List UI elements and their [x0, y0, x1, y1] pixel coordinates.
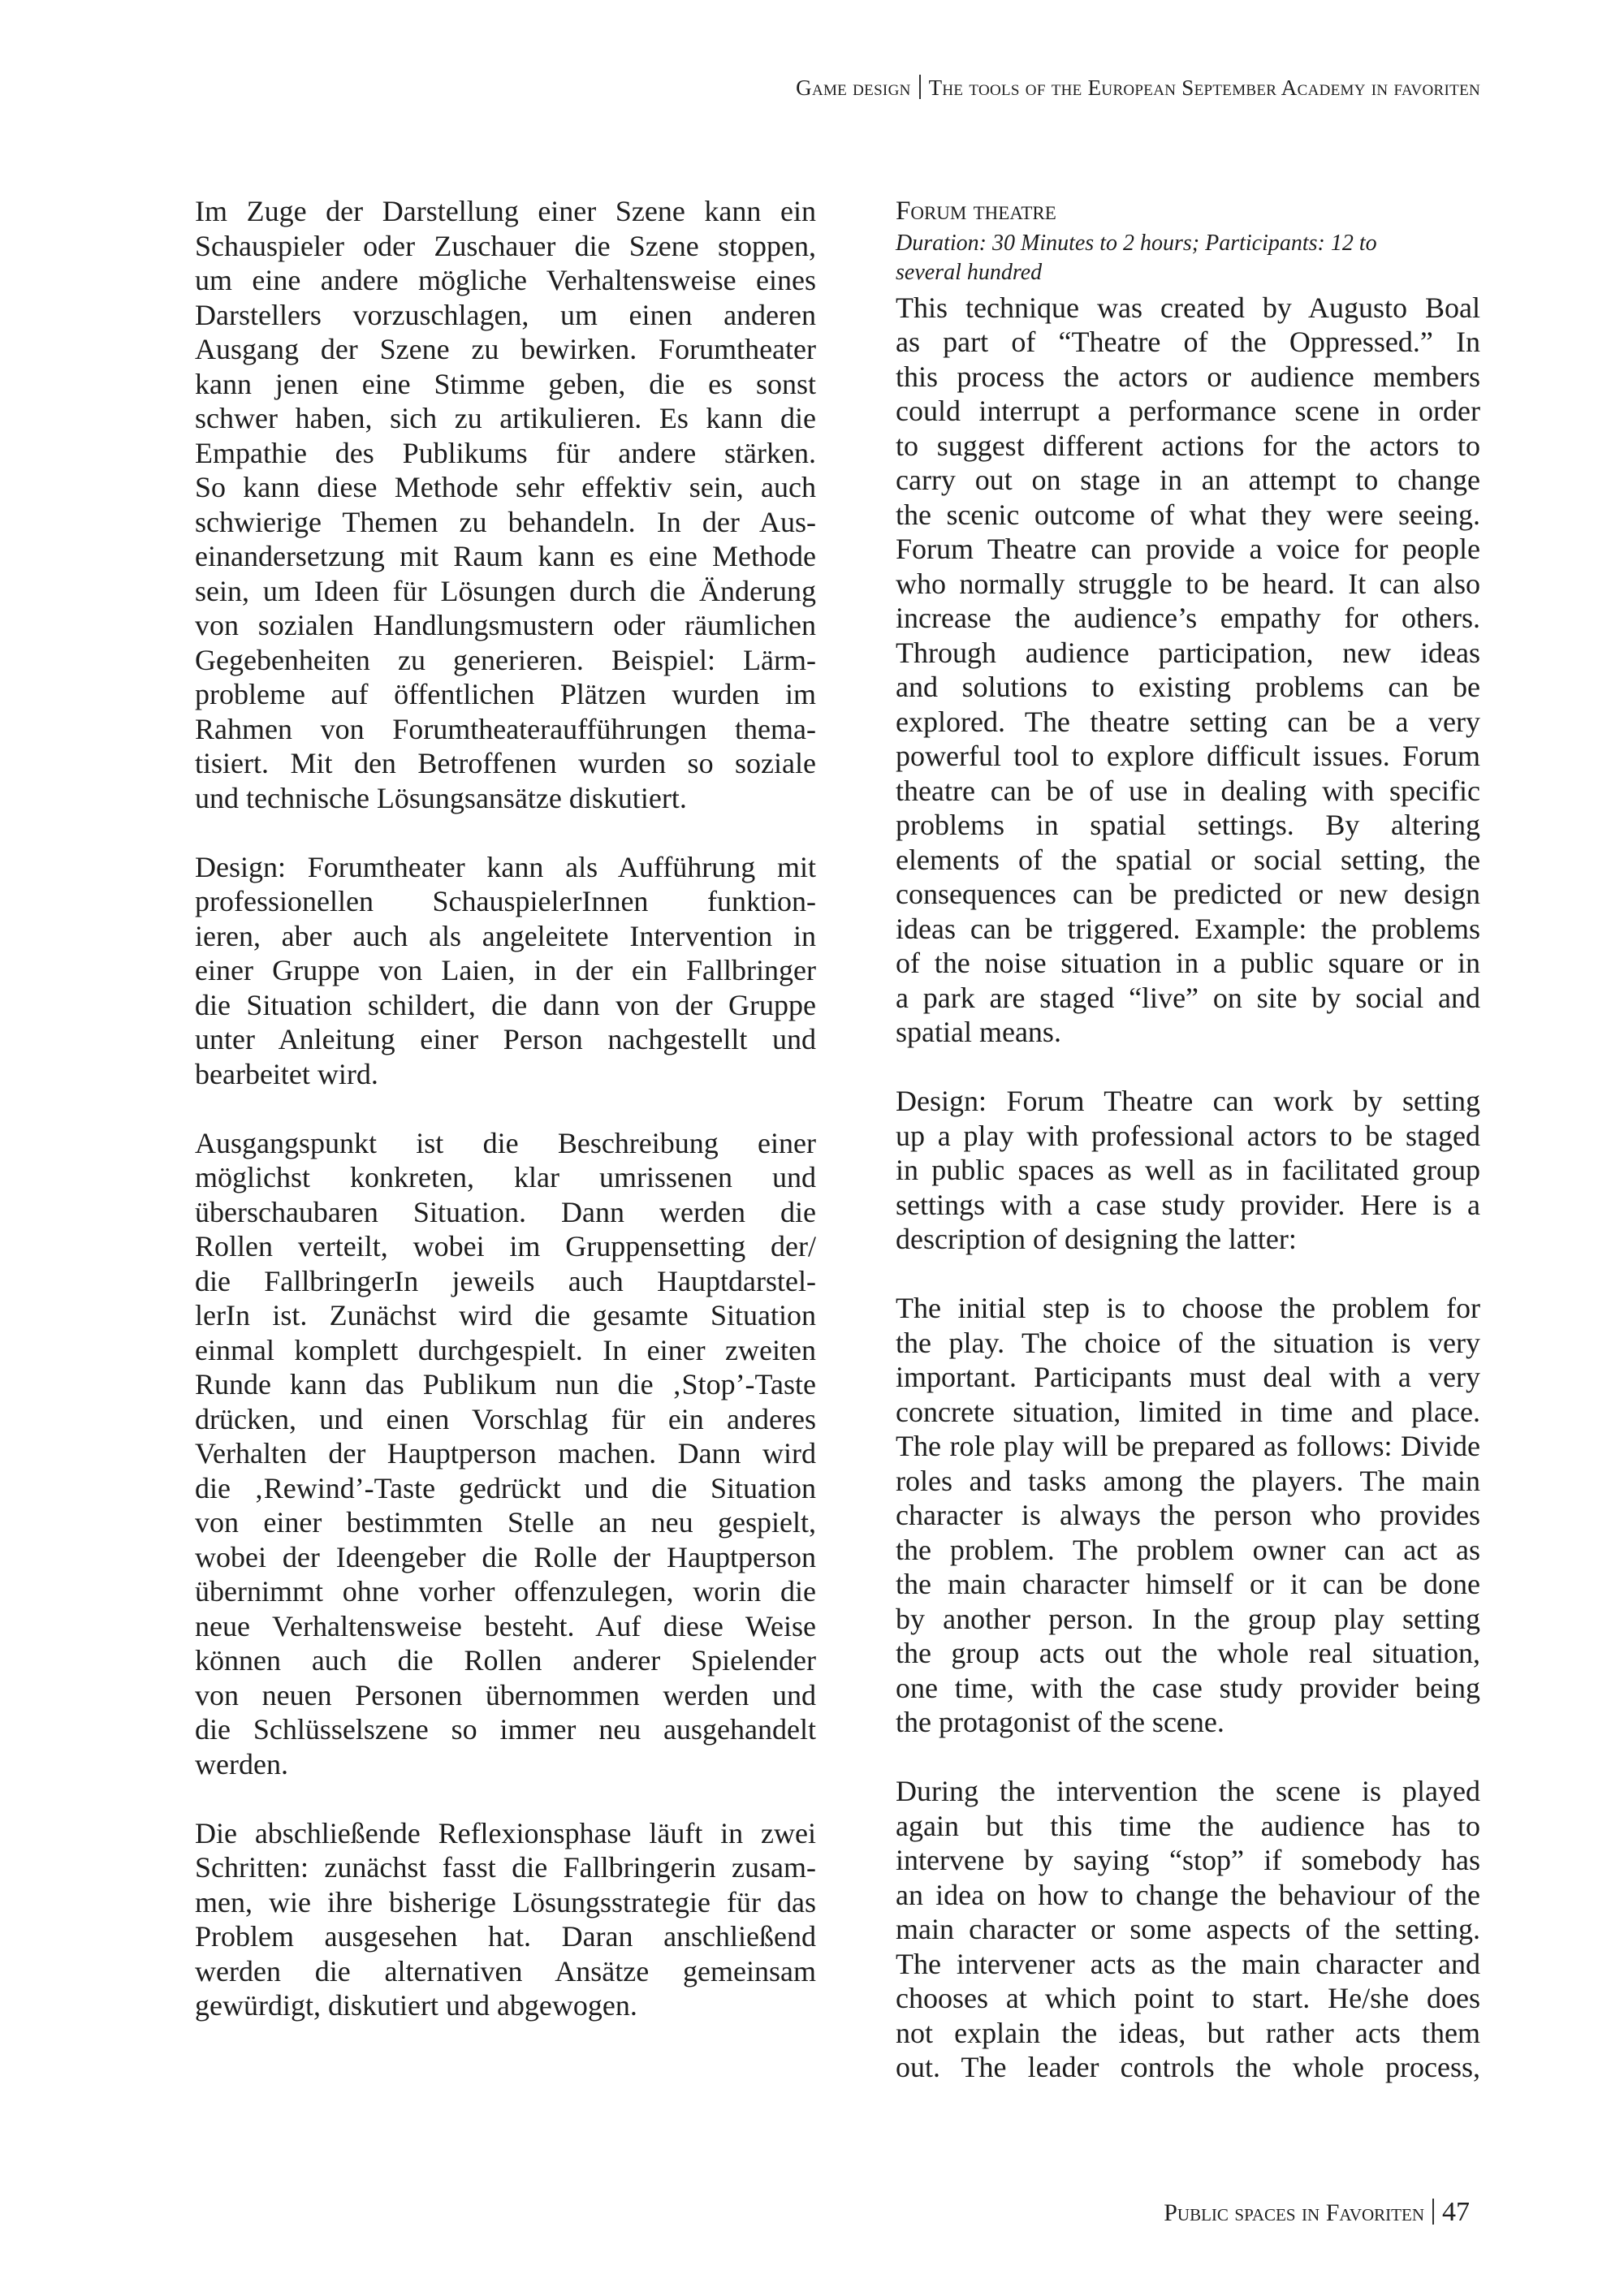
- meta-line: Duration: 30 Minutes to 2 hours; Participants: 12 to: [896, 230, 1377, 256]
- text-line: von neuen Personen übernommen werden und: [195, 1678, 816, 1711]
- text-line: explored. The theatre setting can be a very: [896, 705, 1480, 738]
- left-column: [195, 194, 816, 2023]
- page-footer: [1164, 2197, 1470, 2228]
- text-line: lerIn ist. Zunächst wird die gesamte Situation: [195, 1299, 816, 1331]
- text-line: Through audience participation, new ideas: [896, 636, 1480, 669]
- text-line: elements of the spatial or social setting, the: [896, 843, 1480, 876]
- text-line: the main character himself or it can be done: [896, 1568, 1480, 1600]
- text-line: gewürdigt, diskutiert und abgewogen.: [195, 1989, 637, 2022]
- text-line: wobei der Ideengeber die Rolle der Hauptperson: [195, 1540, 816, 1573]
- text-line: und technische Lösungsansätze diskutiert.: [195, 781, 687, 814]
- paragraph: [195, 194, 816, 815]
- text-line: an idea on how to change the behaviour of the: [896, 1878, 1480, 1911]
- text-line: können auch die Rollen anderer Spielender: [195, 1644, 816, 1677]
- text-line: the problem. The problem owner can act as: [896, 1533, 1480, 1566]
- text-line: übernimmt ohne vorher offenzulegen, worin die: [195, 1575, 816, 1608]
- text-line: Im Zuge der Darstellung einer Szene kann ein: [195, 195, 816, 227]
- text-line: drücken, und einen Vorschlag für ein anderes: [195, 1402, 816, 1435]
- paragraph: [896, 1291, 1480, 1740]
- text-line: in public spaces as well as in facilitated group: [896, 1154, 1480, 1186]
- text-line: roles and tasks among the players. The main: [896, 1464, 1480, 1497]
- text-line: and solutions to existing problems can be: [896, 671, 1480, 703]
- paragraph-gap: [195, 1091, 816, 1126]
- text-line: einer Gruppe von Laien, in der ein Fallbringer: [195, 954, 816, 986]
- text-line: Empathie des Publikums für andere stärken.: [195, 436, 816, 469]
- paragraph: [896, 291, 1480, 1050]
- text-line: kann jenen eine Stimme geben, die es sonst: [195, 367, 816, 400]
- right-body: [896, 291, 1480, 2085]
- text-line: as part of “Theatre of the Oppressed.” In: [896, 326, 1480, 358]
- text-line: the scenic outcome of what they were seeing.: [896, 498, 1480, 531]
- text-line: a park are staged “live” on site by social and: [896, 981, 1480, 1014]
- paragraph: [195, 1816, 816, 2023]
- text-line: out. The leader controls the whole process,: [896, 2051, 1480, 2083]
- footer-title: Public spaces in Favoriten: [1164, 2199, 1424, 2226]
- text-line: the group acts out the whole real situation,: [896, 1637, 1480, 1669]
- paragraph-gap: [896, 1257, 1480, 1292]
- text-line: men, wie ihre bisherige Lösungsstrategie für das: [195, 1885, 816, 1918]
- paragraph: [896, 1084, 1480, 1257]
- text-line: The initial step is to choose the problem for: [896, 1292, 1480, 1324]
- text-line: Ausgang der Szene zu bewirken. Forumtheater: [195, 333, 816, 365]
- meta-line: several hundred: [896, 259, 1043, 285]
- text-line: the play. The choice of the situation is very: [896, 1326, 1480, 1359]
- paragraph: [195, 850, 816, 1092]
- text-line: Design: Forumtheater kann als Aufführung mit: [195, 850, 816, 883]
- text-line: Schritten: zunächst fasst die Fallbringerin zusam-: [195, 1851, 816, 1884]
- text-line: die FallbringerIn jeweils auch Hauptdarstel-: [195, 1264, 816, 1297]
- text-line: powerful tool to explore difficult issues. Forum: [896, 740, 1480, 772]
- text-line: werden die alternativen Ansätze gemeinsam: [195, 1954, 816, 1987]
- text-line: settings with a case study provider. Here is a: [896, 1188, 1480, 1221]
- text-line: ideas can be triggered. Example: the problems: [896, 912, 1480, 945]
- header-section: Game design: [796, 76, 911, 100]
- text-line: Die abschließende Reflexionsphase läuft in zwei: [195, 1816, 816, 1849]
- text-line: again but this time the audience has to: [896, 1809, 1480, 1842]
- paragraph-gap: [896, 1740, 1480, 1775]
- text-line: ieren, aber auch als angeleitete Intervention in: [195, 919, 816, 952]
- text-line: die Situation schildert, die dann von der Gruppe: [195, 988, 816, 1021]
- text-line: The intervener acts as the main character and: [896, 1947, 1480, 1980]
- text-line: character is always the person who provides: [896, 1499, 1480, 1531]
- text-line: tisiert. Mit den Betroffenen wurden so soziale: [195, 747, 816, 779]
- text-line: who normally struggle to be heard. It can also: [896, 567, 1480, 600]
- paragraph: [195, 1126, 816, 1782]
- text-line: of the noise situation in a public square or in: [896, 947, 1480, 979]
- text-line: chooses at which point to start. He/she does: [896, 1982, 1480, 2014]
- text-line: So kann diese Methode sehr effektiv sein, auch: [195, 471, 816, 503]
- text-line: by another person. In the group play setting: [896, 1602, 1480, 1635]
- text-line: this process the actors or audience members: [896, 360, 1480, 393]
- text-line: Rahmen von Forumtheateraufführungen thema-: [195, 712, 816, 745]
- text-line: professionellen SchauspielerInnen funktion-: [195, 885, 816, 917]
- text-line: increase the audience’s empathy for others.: [896, 602, 1480, 634]
- right-column: [896, 194, 1480, 2085]
- text-line: Rollen verteilt, wobei im Gruppensetting der/: [195, 1230, 816, 1262]
- text-line: concrete situation, limited in time and place.: [896, 1395, 1480, 1428]
- text-line: sein, um Ideen für Lösungen durch die Änderung: [195, 574, 816, 607]
- text-line: not explain the ideas, but rather acts them: [896, 2016, 1480, 2049]
- text-line: carry out on stage in an attempt to change: [896, 464, 1480, 496]
- text-line: This technique was created by Augusto Boal: [896, 291, 1480, 324]
- text-line: einandersetzung mit Raum kann es eine Methode: [195, 540, 816, 572]
- text-line: consequences can be predicted or new design: [896, 878, 1480, 910]
- page-number: 47: [1442, 2197, 1470, 2227]
- text-line: problems in spatial settings. By altering: [896, 809, 1480, 841]
- text-line: schwer haben, sich zu artikulieren. Es kann die: [195, 402, 816, 434]
- text-line: Schauspieler oder Zuschauer die Szene stoppen,: [195, 229, 816, 262]
- text-line: Forum Theatre can provide a voice for people: [896, 533, 1480, 565]
- text-line: probleme auf öffentlichen Plätzen wurden im: [195, 678, 816, 710]
- header-divider: [919, 75, 921, 99]
- text-line: überschaubaren Situation. Dann werden die: [195, 1195, 816, 1228]
- text-line: von sozialen Handlungsmustern oder räumlichen: [195, 609, 816, 641]
- text-line: Runde kann das Publikum nun die ‚Stop’-Taste: [195, 1368, 816, 1400]
- running-header: [796, 75, 1480, 101]
- text-line: neue Verhaltensweise besteht. Auf diese Weise: [195, 1609, 816, 1642]
- text-line: unter Anleitung einer Person nachgestellt und: [195, 1023, 816, 1055]
- paragraph: [896, 1774, 1480, 2085]
- text-line: von einer bestimmten Stelle an neu gespielt,: [195, 1506, 816, 1539]
- text-line: main character or some aspects of the setting.: [896, 1913, 1480, 1945]
- text-line: Gegebenheiten zu generieren. Beispiel: Lärm-: [195, 643, 816, 676]
- paragraph-gap: [896, 1050, 1480, 1085]
- text-line: die Schlüsselszene so immer neu ausgehandelt: [195, 1713, 816, 1746]
- text-line: die ‚Rewind’-Taste gedrückt und die Situation: [195, 1471, 816, 1504]
- text-line: the protagonist of the scene.: [896, 1706, 1224, 1738]
- duration-participants: [896, 229, 1480, 287]
- text-line: bearbeitet wird.: [195, 1057, 378, 1090]
- text-line: schwierige Themen zu behandeln. In der Aus-: [195, 505, 816, 538]
- text-line: The role play will be prepared as follows: Divide: [896, 1430, 1480, 1462]
- text-line: to suggest different actions for the actors to: [896, 429, 1480, 462]
- header-chapter: The tools of the European September Academy in favoriten: [928, 76, 1480, 100]
- text-line: spatial means.: [896, 1016, 1061, 1048]
- text-line: Design: Forum Theatre can work by setting: [896, 1085, 1480, 1117]
- text-line: could interrupt a performance scene in order: [896, 395, 1480, 427]
- text-line: During the intervention the scene is played: [896, 1775, 1480, 1807]
- text-line: important. Participants must deal with a very: [896, 1361, 1480, 1393]
- section-heading: Forum theatre: [896, 196, 1056, 226]
- text-line: up a play with professional actors to be staged: [896, 1119, 1480, 1152]
- paragraph-gap: [195, 815, 816, 850]
- paragraph-gap: [195, 1781, 816, 1816]
- text-line: theatre can be of use in dealing with specific: [896, 774, 1480, 807]
- footer-divider: [1432, 2199, 1434, 2225]
- text-line: um eine andere mögliche Verhaltensweise eines: [195, 264, 816, 296]
- text-line: einmal komplett durchgespielt. In einer zweiten: [195, 1333, 816, 1366]
- text-line: Verhalten der Hauptperson machen. Dann wird: [195, 1437, 816, 1470]
- text-line: Ausgangspunkt ist die Beschreibung einer: [195, 1126, 816, 1159]
- text-line: möglichst konkreten, klar umrissenen und: [195, 1161, 816, 1193]
- text-line: Darstellers vorzuschlagen, um einen anderen: [195, 298, 816, 331]
- text-line: description of designing the latter:: [896, 1223, 1297, 1255]
- text-line: one time, with the case study provider being: [896, 1671, 1480, 1704]
- text-line: intervene by saying “stop” if somebody has: [896, 1844, 1480, 1876]
- text-line: werden.: [195, 1747, 288, 1780]
- text-line: Problem ausgesehen hat. Daran anschließend: [195, 1920, 816, 1953]
